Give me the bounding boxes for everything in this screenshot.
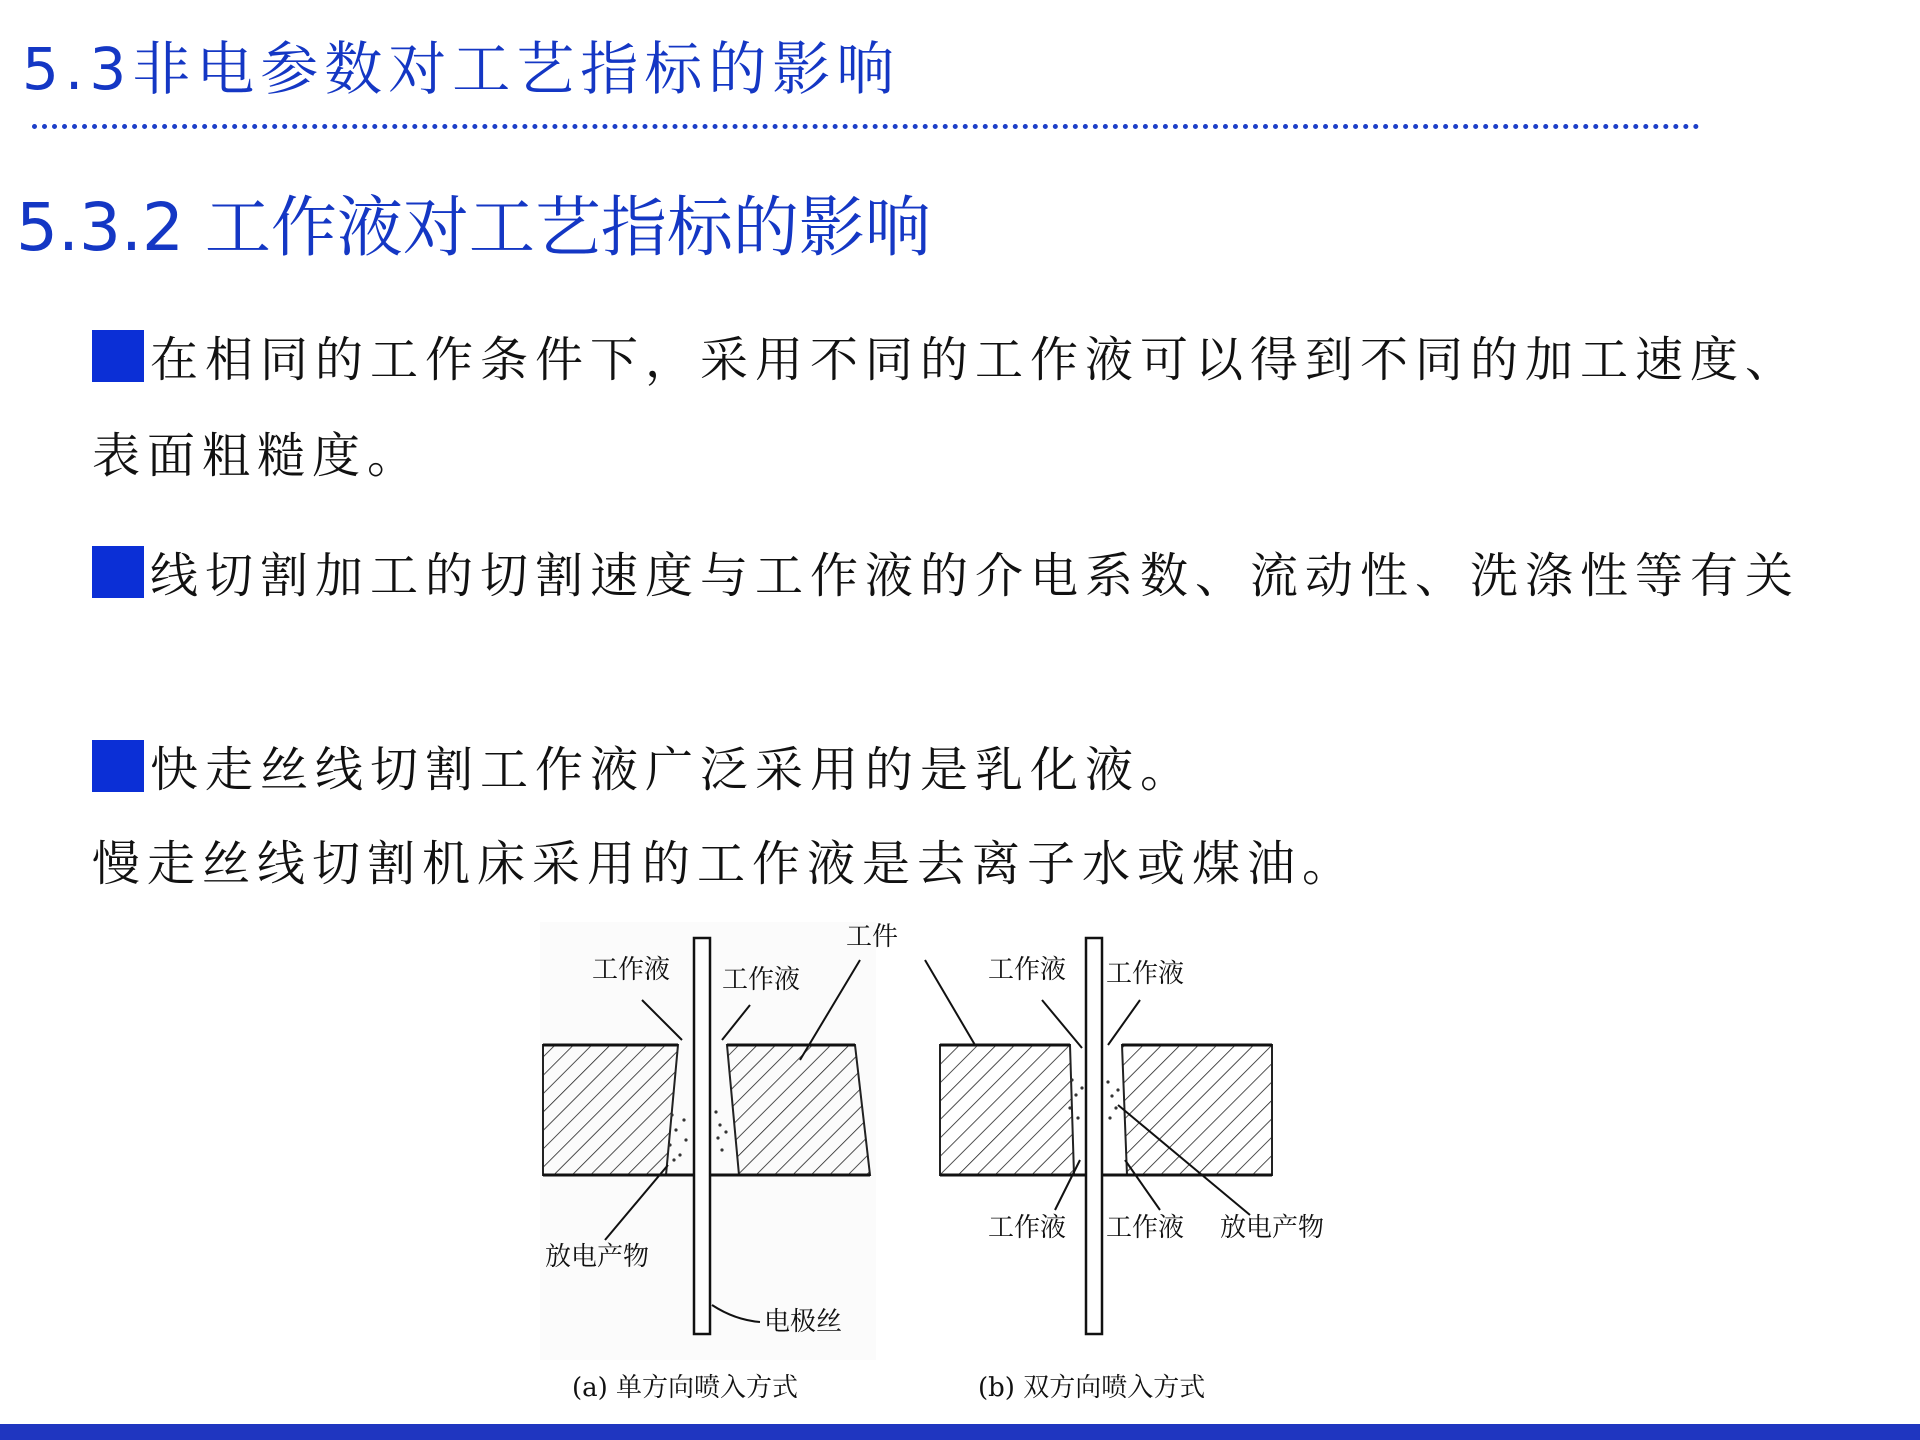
chapter-title: 5.3非电参数对工艺指标的影响 — [22, 35, 901, 103]
paragraph-3-text: 快走丝线切割工作液广泛采用的是乳化液。 — [150, 742, 1196, 798]
bottom-bar — [0, 1424, 1920, 1440]
label-fluid-b-bottom-right: 工作液 — [1106, 1213, 1185, 1243]
workpiece-right-block — [727, 1045, 870, 1175]
label-fluid-a-right: 工作液 — [722, 965, 801, 995]
label-debris-a: 放电产物 — [545, 1242, 650, 1272]
label-workpiece: 工件 — [846, 922, 899, 952]
paragraph-4-text: 慢走丝线切割机床采用的工作液是去离子水或煤油。 — [92, 836, 1358, 892]
label-debris-b: 放电产物 — [1220, 1213, 1325, 1243]
label-fluid-b-bottom-left: 工作液 — [988, 1213, 1067, 1243]
label-fluid-b-top-right: 工作液 — [1106, 959, 1185, 989]
workpiece-left-block — [940, 1045, 1074, 1175]
caption-b: (b) 双方向喷入方式 — [978, 1373, 1206, 1403]
label-wire: 电极丝 — [764, 1307, 843, 1337]
label-fluid-a-left: 工作液 — [592, 955, 671, 985]
section-title: 5.3.2 工作液对工艺指标的影响 — [16, 189, 931, 266]
electrode-wire-a — [694, 938, 710, 1334]
label-fluid-b-top-left: 工作液 — [988, 955, 1067, 985]
electrode-wire-b — [1086, 938, 1102, 1334]
paragraph-2-text: 线切割加工的切割速度与工作液的介电系数、流动性、洗涤性等有关 — [150, 548, 1801, 604]
caption-a: (a) 单方向喷入方式 — [572, 1373, 799, 1403]
workpiece-left-block — [543, 1045, 678, 1175]
workpiece-right-block — [1122, 1045, 1272, 1175]
diagram-b — [925, 938, 1272, 1334]
paragraph-1-text: 在相同的工作条件下，采用不同的工作液可以得到不同的加工速度、表面粗糙度。 — [92, 332, 1801, 484]
